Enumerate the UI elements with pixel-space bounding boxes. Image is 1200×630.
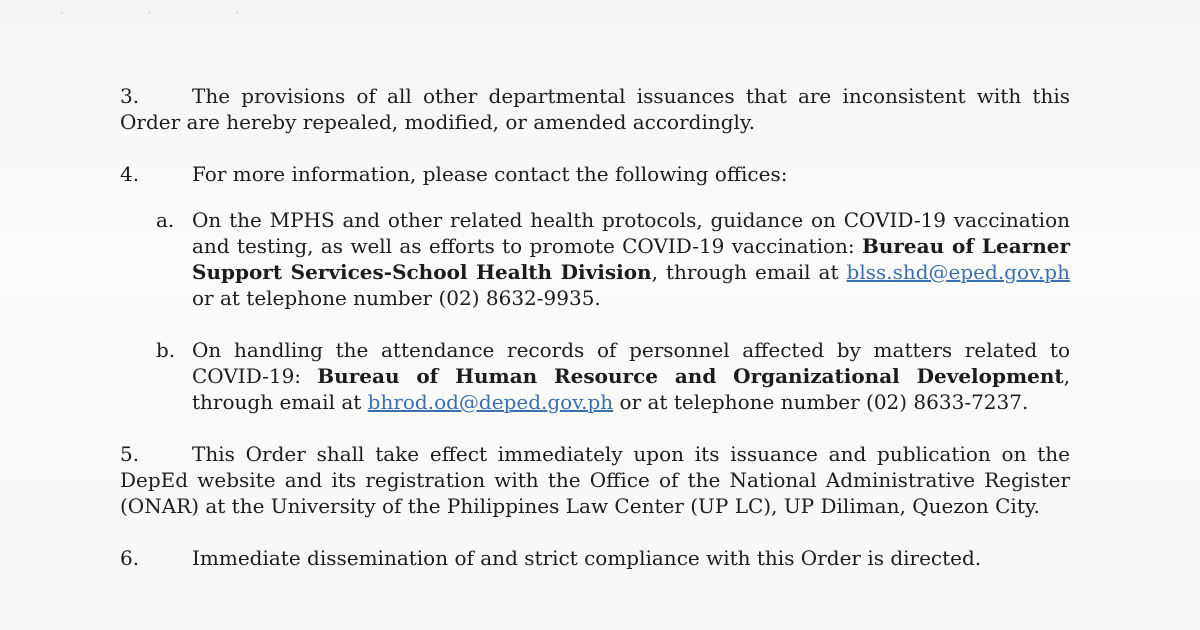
paragraph-number: 3.	[120, 84, 140, 108]
item-text: or at telephone number (02) 8633-7237.	[613, 390, 1029, 414]
email-link[interactable]: bhrod.od@deped.gov.ph	[367, 390, 614, 414]
item-letter: b.	[156, 338, 176, 362]
paragraph-3	[120, 83, 1070, 135]
item-text: On handling the attendance records of personnel affected by matters related to COVID-19:	[192, 338, 1070, 388]
paragraph-number: 4.	[120, 162, 140, 186]
scan-marks: · · ·	[60, 6, 280, 20]
contact-item-a	[156, 207, 1070, 311]
email-link[interactable]: blss.shd@eped.gov.ph	[846, 260, 1070, 284]
paragraph-text: For more information, please contact the following offices:	[192, 162, 788, 186]
item-body	[192, 337, 1070, 415]
paragraph-text: Immediate dissemination of and strict compliance with this Order is directed.	[192, 546, 982, 570]
item-text: On the MPHS and other related health protocols, guidance on COVID-19 vaccination and testing, as well as efforts to promote COVID-19 vaccination:	[192, 208, 1070, 258]
item-letter: a.	[156, 208, 175, 232]
paragraph-6	[120, 545, 1070, 571]
office-name: Bureau of Human Resource and Organizational Development	[317, 364, 1064, 388]
paragraph-4	[120, 161, 1070, 187]
item-text: , through email at	[192, 364, 1070, 414]
item-text: or at telephone number (02) 8632-9935.	[192, 286, 601, 310]
item-text: , through email at	[651, 260, 847, 284]
paragraph-text: This Order shall take effect immediately upon its issuance and publication on the DepEd website and its registration with the Office of the National Administrative Register (ONAR) at the University of the Philippines Law Center (UP LC), UP Diliman, Quezon City.	[120, 442, 1070, 518]
paragraph-text: The provisions of all other departmental issuances that are inconsistent with this Order are hereby repealed, modified, or amended accordingly.	[120, 84, 1070, 134]
paragraph-number: 5.	[120, 442, 140, 466]
contact-item-b	[156, 337, 1070, 415]
item-body	[192, 207, 1070, 311]
paragraph-number: 6.	[120, 546, 140, 570]
document-body	[120, 83, 1070, 571]
paragraph-5	[120, 441, 1070, 519]
office-name: Bureau of Learner Support Services-School Health Division	[192, 234, 1070, 284]
